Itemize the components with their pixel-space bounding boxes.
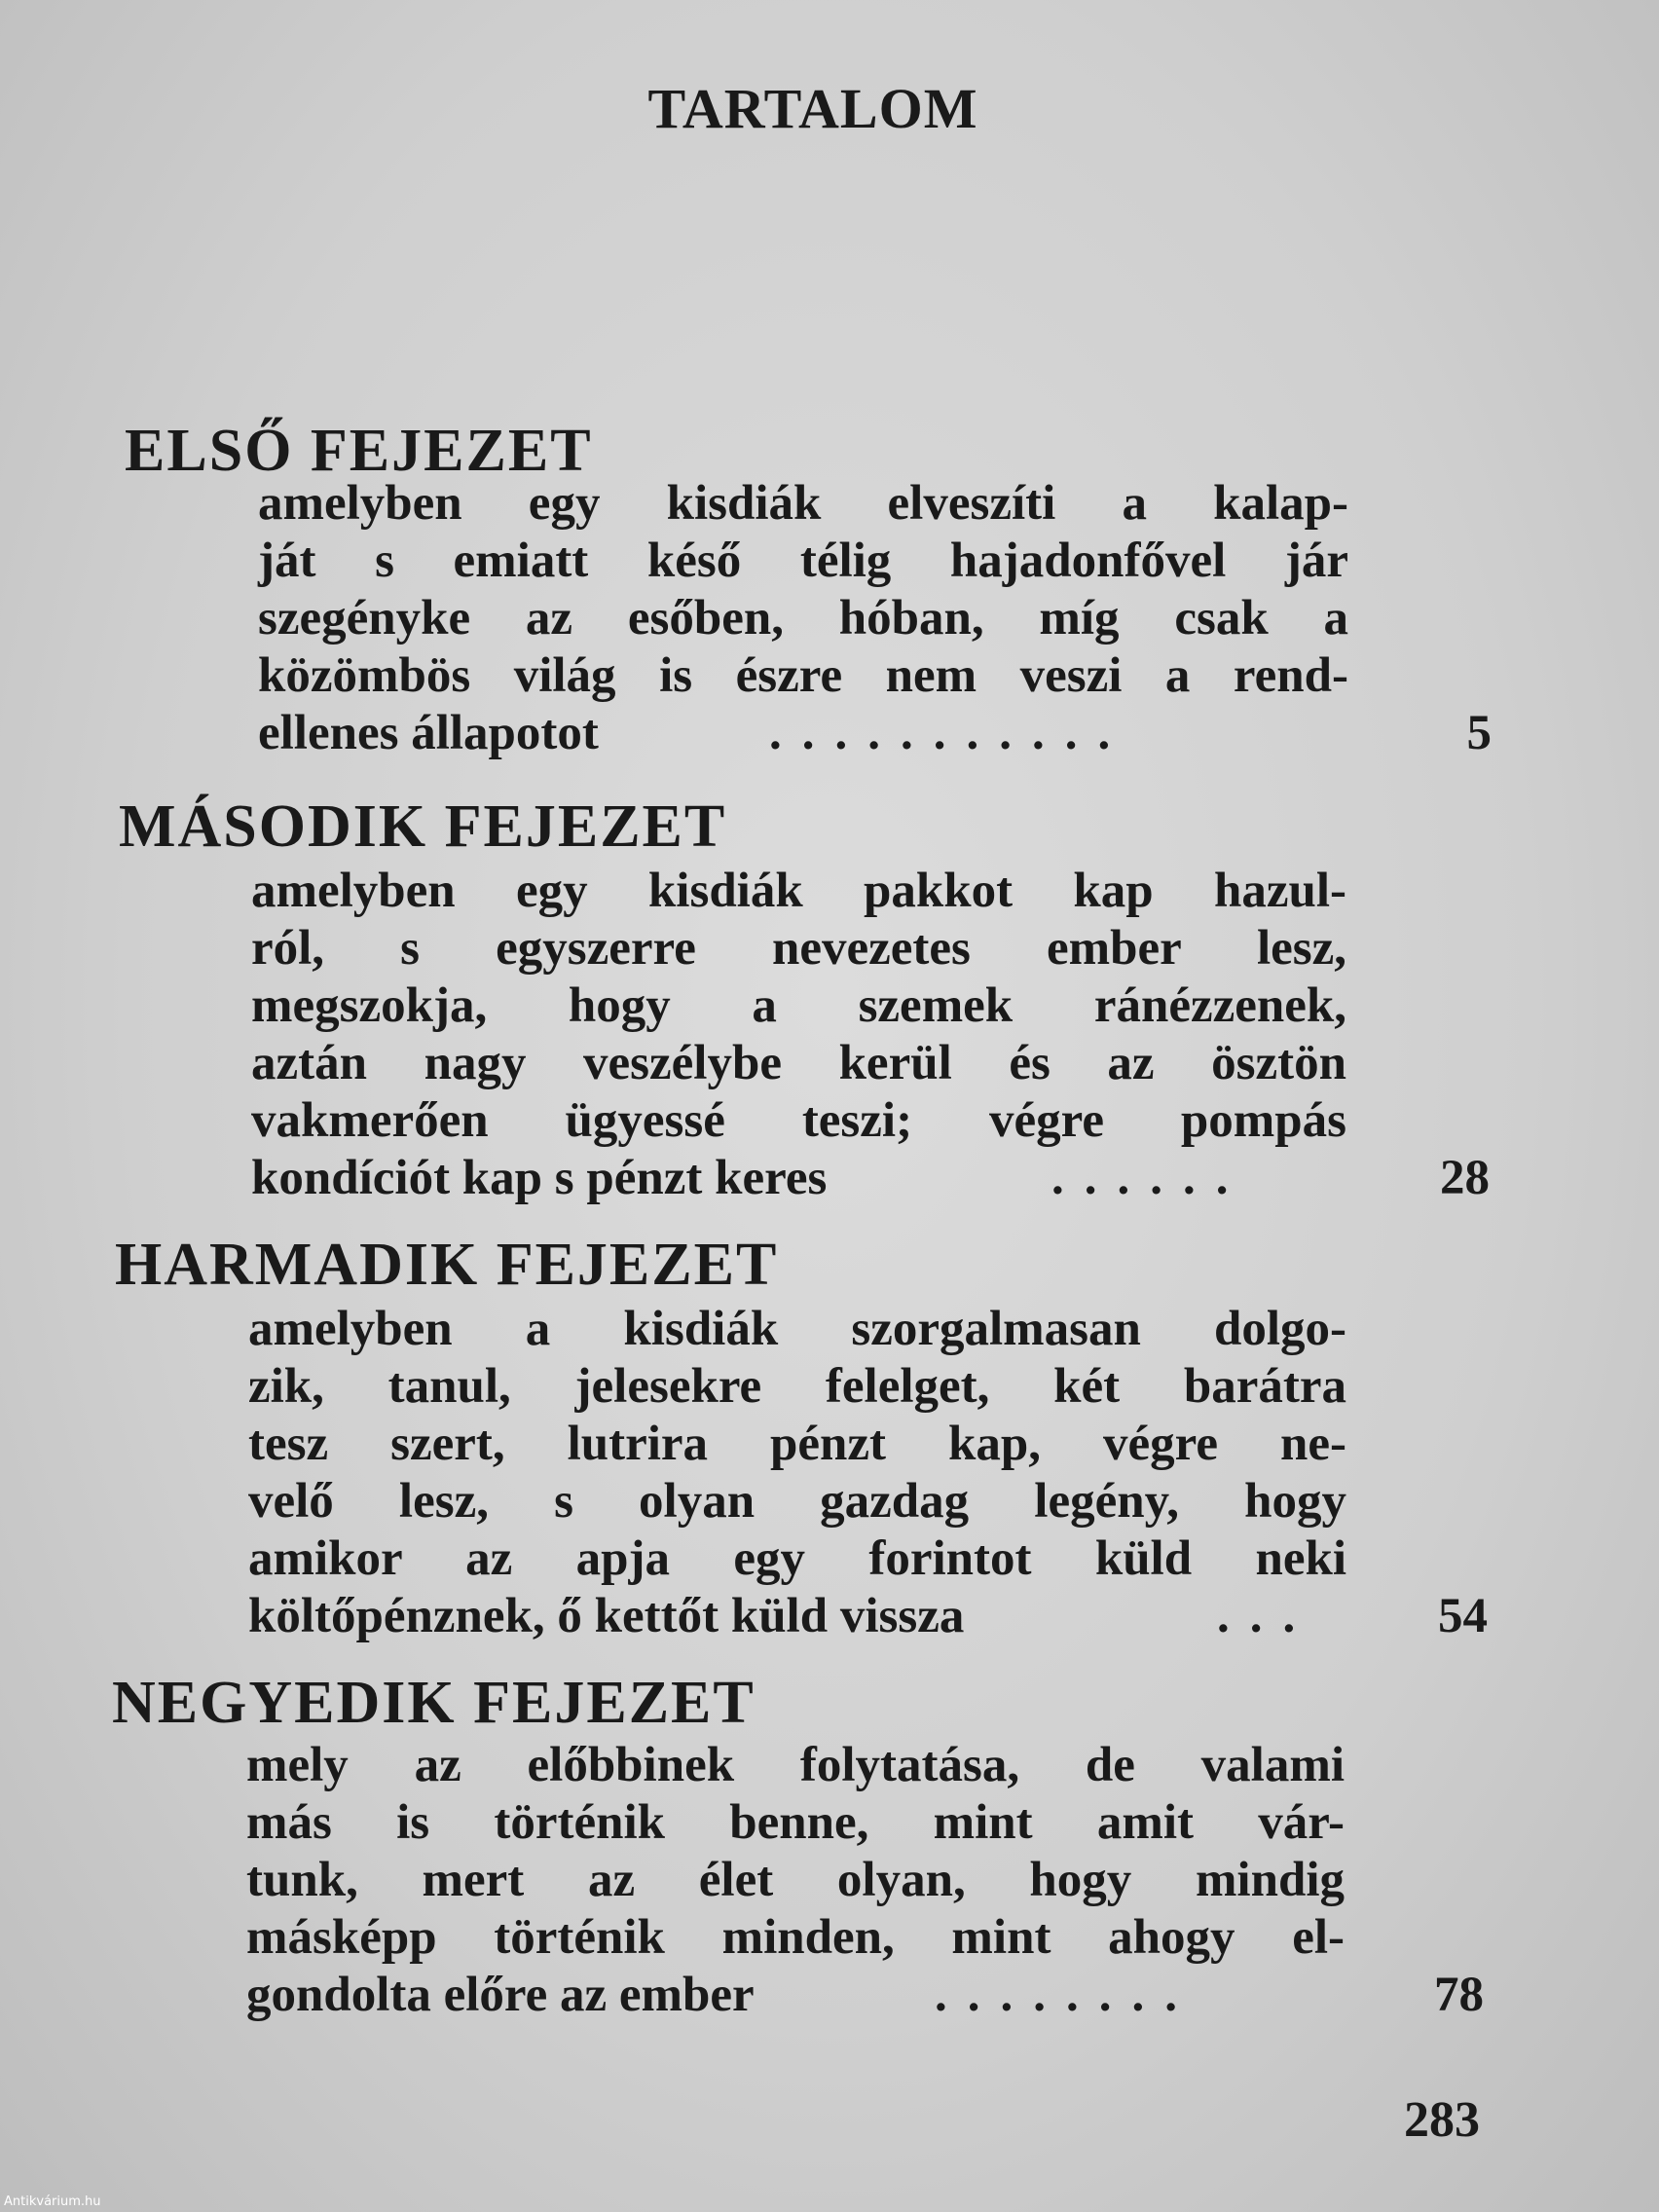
chapter-heading: NEGYEDIK FEJEZET bbox=[112, 1670, 756, 1736]
description-line: másképp történik minden, mint ahogy el- bbox=[246, 1910, 1345, 1965]
page-number: 28 bbox=[1440, 1151, 1490, 1205]
dot-leader: ...... bbox=[1051, 1151, 1249, 1205]
description-line: kondíciót kap s pénzt keres bbox=[251, 1151, 828, 1205]
description-line: tesz szert, lutrira pénzt kap, végre ne- bbox=[248, 1417, 1346, 1471]
page-folio: 283 bbox=[1404, 2092, 1480, 2148]
description-line: aztán nagy veszélybe kerül és az ösztön bbox=[251, 1036, 1346, 1090]
description-line: ról, s egyszerre nevezetes ember lesz, bbox=[251, 921, 1346, 976]
watermark: Antikvárium.hu bbox=[4, 2194, 101, 2209]
description-line: közömbös világ is észre nem veszi a rend- bbox=[258, 648, 1348, 703]
dot-leader: ........... bbox=[769, 706, 1131, 760]
page-number: 54 bbox=[1438, 1589, 1488, 1643]
description-line: vakmerően ügyessé teszi; végre pompás bbox=[251, 1093, 1346, 1148]
description-line: megszokja, hogy a szemek ránézzenek, bbox=[251, 978, 1346, 1033]
page-number: 5 bbox=[1466, 706, 1492, 760]
chapter-description bbox=[248, 1301, 1346, 1645]
page-title: TARTALOM bbox=[647, 77, 978, 140]
page-number: 78 bbox=[1434, 1968, 1484, 2022]
description-line: amelyben egy kisdiák pakkot kap hazul- bbox=[251, 864, 1346, 918]
description-line: amelyben egy kisdiák elveszíti a kalap- bbox=[258, 476, 1348, 531]
description-line: költőpénznek, ő kettőt küld vissza bbox=[248, 1589, 965, 1643]
description-line: amelyben a kisdiák szorgalmasan dolgo- bbox=[248, 1302, 1346, 1356]
description-line: gondolta előre az ember bbox=[246, 1968, 755, 2022]
description-line: ját s emiatt késő télig hajadonfővel jár bbox=[258, 534, 1348, 588]
chapter-heading: ELSŐ FEJEZET bbox=[125, 418, 593, 484]
description-line: amikor az apja egy forintot küld neki bbox=[248, 1531, 1346, 1586]
description-line: tunk, mert az élet olyan, hogy mindig bbox=[246, 1853, 1345, 1907]
description-line: mely az előbbinek folytatása, de valami bbox=[246, 1738, 1345, 1792]
description-line: szegényke az esőben, hóban, míg csak a bbox=[258, 591, 1348, 645]
chapter-heading: MÁSODIK FEJEZET bbox=[119, 793, 727, 860]
dot-leader: ... bbox=[1217, 1589, 1316, 1643]
chapter-heading: HARMADIK FEJEZET bbox=[115, 1232, 779, 1298]
description-line: velő lesz, s olyan gazdag legény, hogy bbox=[248, 1474, 1346, 1529]
description-line: más is történik benne, mint amit vár- bbox=[246, 1795, 1345, 1850]
dot-leader: ........ bbox=[935, 1968, 1198, 2022]
description-line: zik, tanul, jelesekre felelget, két barátra bbox=[248, 1359, 1346, 1414]
description-line: ellenes állapotot bbox=[258, 706, 599, 760]
